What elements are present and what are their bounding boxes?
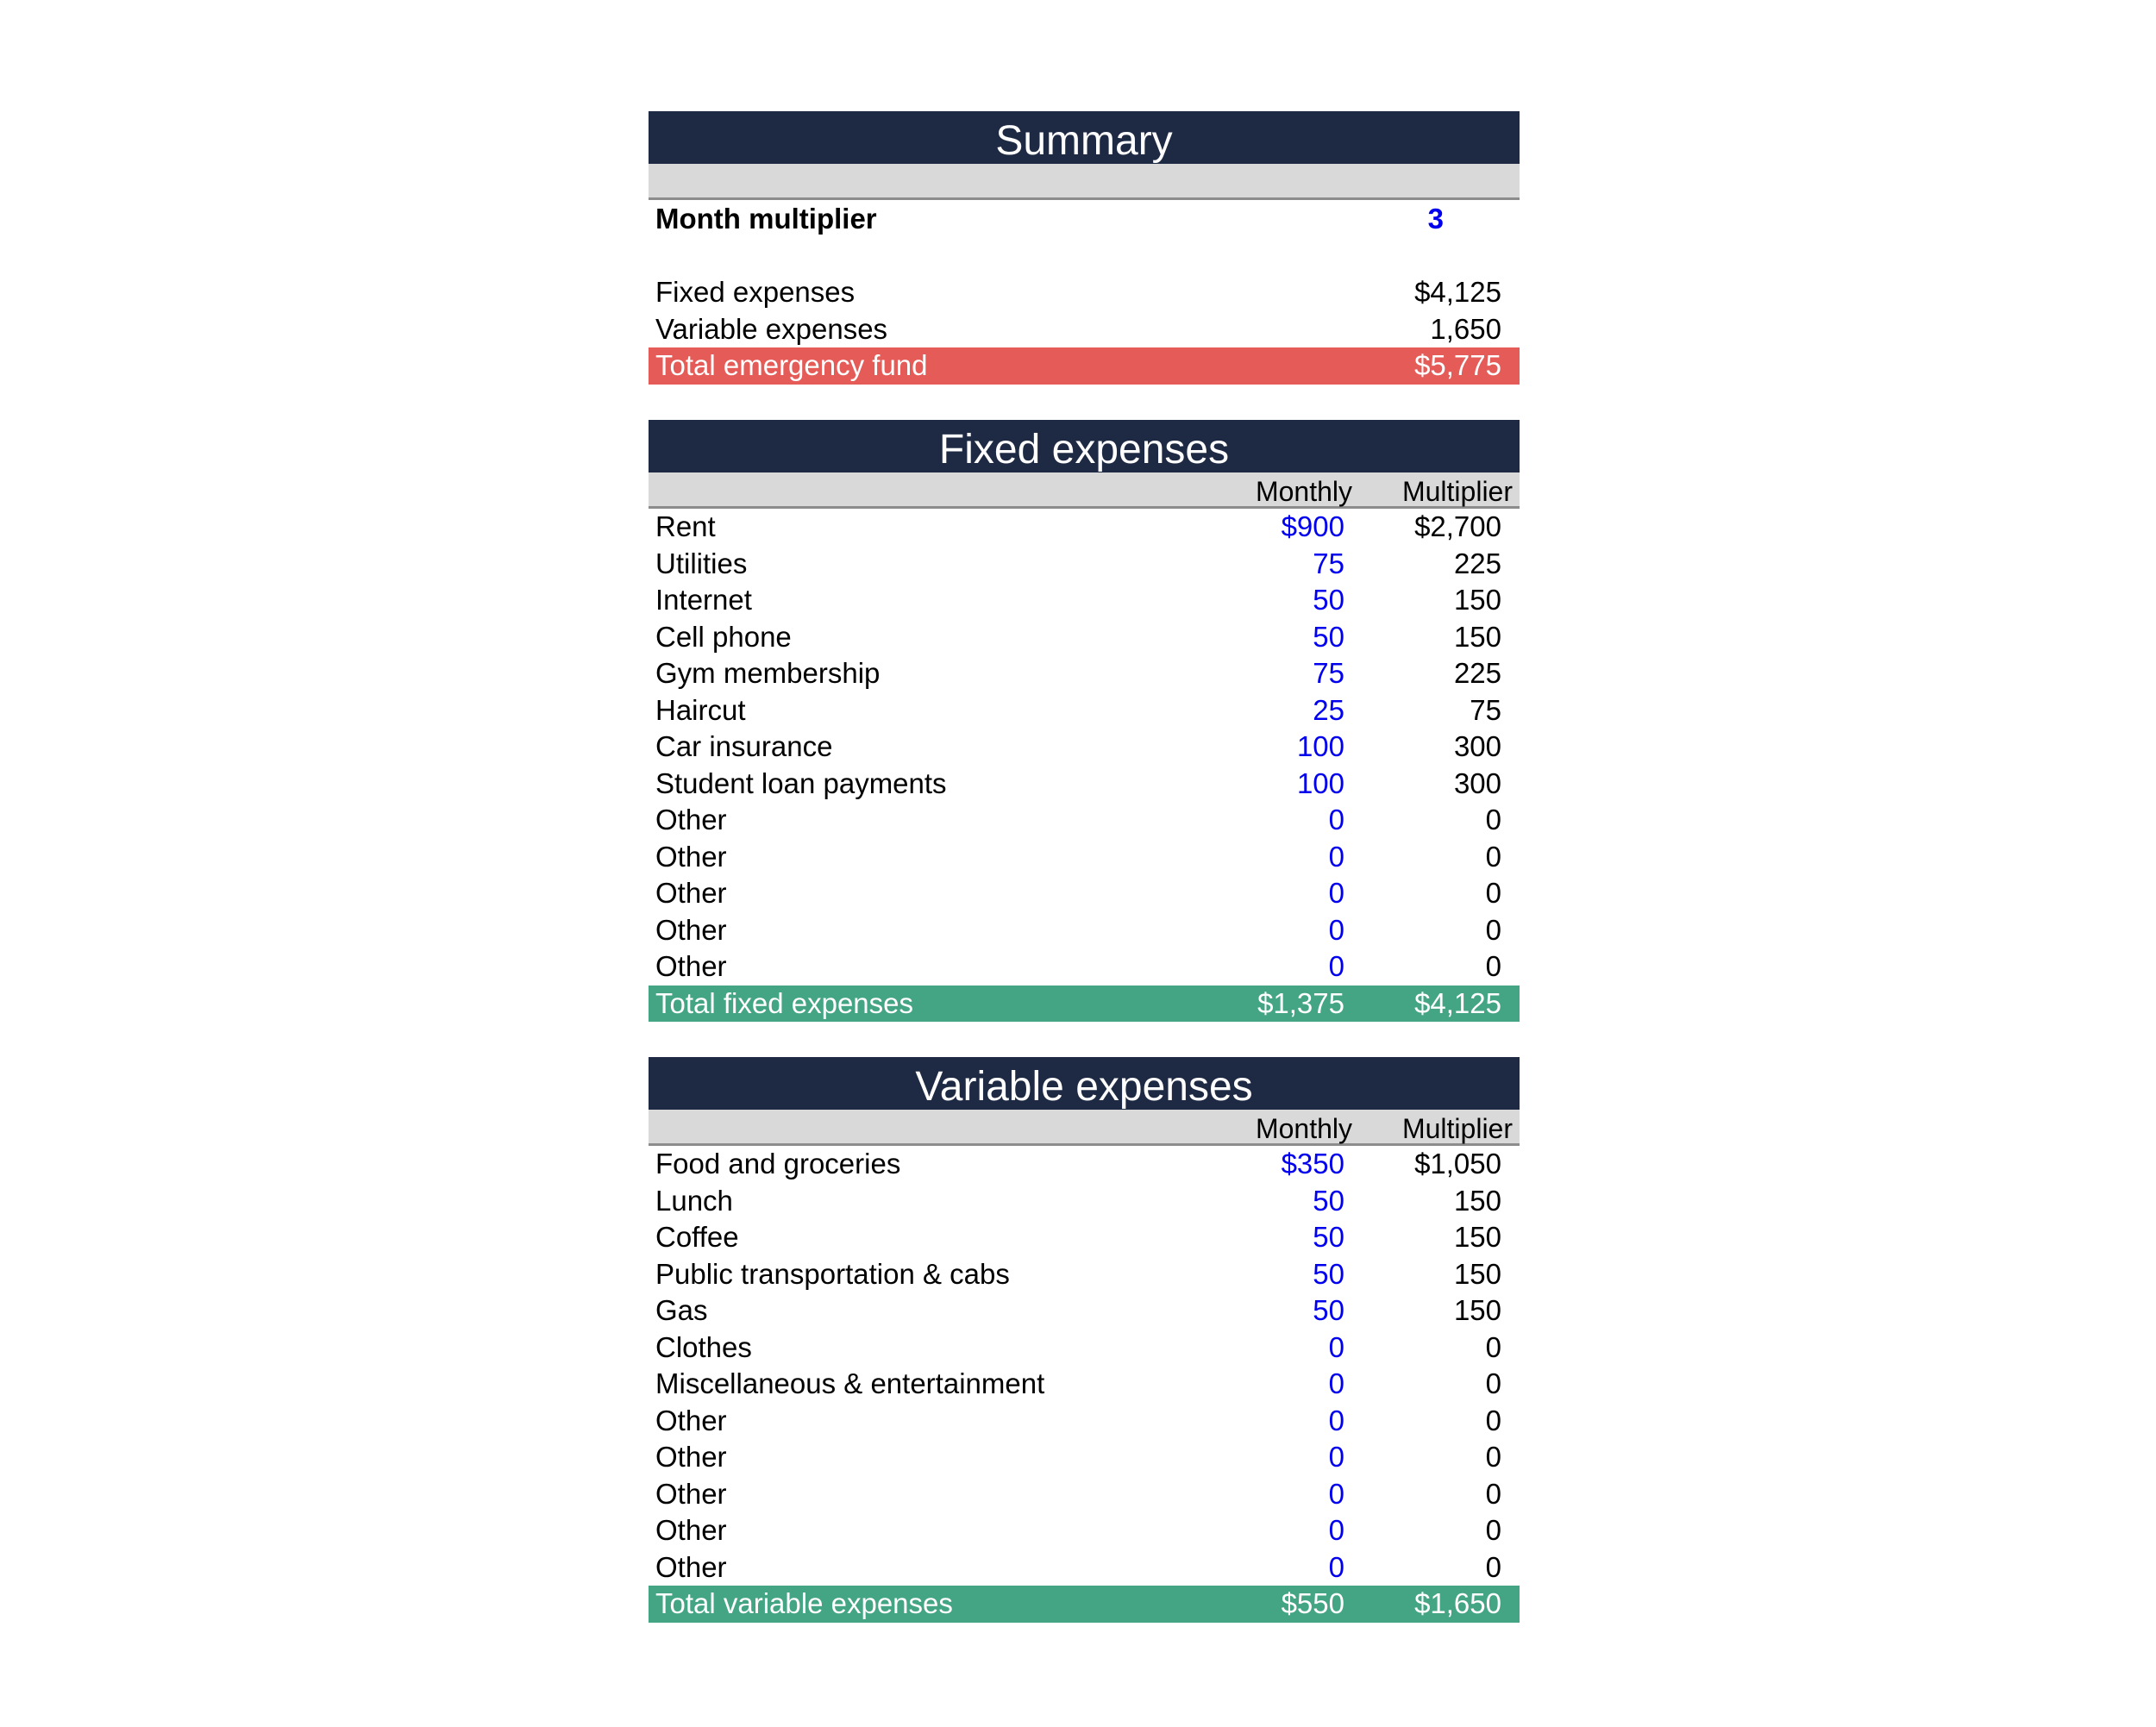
row-multiplier: 0 (1485, 950, 1501, 982)
table-row[interactable] (649, 912, 1520, 949)
row-label: Other (655, 913, 727, 946)
row-multiplier: 225 (1453, 657, 1501, 689)
row-monthly[interactable]: 50 (1313, 1294, 1344, 1326)
total-emergency-fund-row[interactable] (649, 347, 1520, 385)
total-fixed-label: Total fixed expenses (655, 986, 914, 1019)
row-multiplier: 0 (1485, 1367, 1501, 1399)
row-monthly[interactable]: 0 (1328, 804, 1344, 835)
row-monthly[interactable]: 25 (1313, 693, 1344, 726)
row-monthly[interactable]: 0 (1328, 1404, 1344, 1436)
row-multiplier: $2,700 (1414, 510, 1501, 542)
summary-spacer-row (649, 238, 1520, 275)
row-multiplier: 150 (1453, 1221, 1501, 1253)
row-multiplier: 0 (1485, 1404, 1501, 1436)
row-multiplier: 75 (1470, 693, 1501, 726)
variable-column-header (649, 1110, 1520, 1146)
row-monthly[interactable]: 0 (1328, 1367, 1344, 1399)
table-row[interactable] (649, 1219, 1520, 1256)
table-row[interactable] (649, 619, 1520, 656)
row-label: Other (655, 1404, 727, 1436)
table-row[interactable] (649, 546, 1520, 583)
fixed-column-header (649, 472, 1520, 509)
row-multiplier: 0 (1485, 804, 1501, 835)
summary-section (649, 111, 1520, 385)
table-row[interactable] (649, 802, 1520, 839)
row-multiplier: $1,050 (1414, 1148, 1501, 1179)
table-row[interactable] (649, 839, 1520, 876)
row-multiplier: 0 (1485, 1514, 1501, 1546)
row-label: Haircut (655, 693, 746, 726)
row-multiplier: 150 (1453, 1294, 1501, 1326)
variable-col-monthly: Monthly (1255, 1113, 1352, 1144)
row-label: Rent (655, 510, 716, 542)
row-multiplier: 150 (1453, 584, 1501, 616)
row-monthly[interactable]: 0 (1328, 1330, 1344, 1363)
variable-col-multiplier: Multiplier (1401, 1113, 1513, 1144)
row-monthly[interactable]: 0 (1328, 1477, 1344, 1510)
row-monthly[interactable]: 0 (1328, 950, 1344, 982)
table-row[interactable] (649, 766, 1520, 803)
row-multiplier: 0 (1485, 1330, 1501, 1363)
row-multiplier: 150 (1453, 620, 1501, 653)
summary-header-band (649, 164, 1520, 200)
row-monthly[interactable]: 0 (1328, 913, 1344, 946)
row-multiplier: 0 (1485, 877, 1501, 909)
row-label: Other (655, 1514, 727, 1546)
total-variable-expenses-row[interactable] (649, 1586, 1520, 1623)
row-label: Coffee (655, 1221, 739, 1253)
row-monthly[interactable]: 50 (1313, 1221, 1344, 1253)
summary-variable-value: 1,650 (1430, 312, 1501, 345)
row-monthly[interactable]: 0 (1328, 840, 1344, 873)
total-fixed-multiplier: $4,125 (1414, 986, 1501, 1019)
table-row[interactable] (649, 509, 1520, 546)
table-row[interactable] (649, 692, 1520, 729)
table-row[interactable] (649, 875, 1520, 912)
summary-fixed-row[interactable] (649, 274, 1520, 311)
fixed-col-monthly: Monthly (1255, 476, 1352, 507)
row-multiplier: 150 (1453, 1184, 1501, 1217)
total-variable-label: Total variable expenses (655, 1587, 953, 1619)
row-label: Other (655, 840, 727, 873)
row-monthly[interactable]: 75 (1313, 657, 1344, 689)
row-multiplier: 300 (1453, 730, 1501, 762)
row-multiplier: 0 (1485, 913, 1501, 946)
table-row[interactable] (649, 1256, 1520, 1293)
row-label: Clothes (655, 1330, 752, 1363)
total-fixed-expenses-row[interactable] (649, 986, 1520, 1023)
row-label: Other (655, 1441, 727, 1473)
fixed-expenses-section (649, 420, 1520, 1022)
row-multiplier: 300 (1453, 767, 1501, 799)
row-label: Public transportation & cabs (655, 1257, 1010, 1290)
row-label: Other (655, 804, 727, 835)
month-multiplier-value[interactable]: 3 (1427, 203, 1444, 235)
fixed-rows (649, 509, 1520, 986)
row-label: Student loan payments (655, 767, 947, 799)
table-row[interactable] (649, 582, 1520, 619)
row-label: Food and groceries (655, 1148, 901, 1179)
total-variable-multiplier: $1,650 (1414, 1587, 1501, 1619)
table-row[interactable] (649, 1366, 1520, 1403)
table-row[interactable] (649, 1330, 1520, 1367)
row-monthly[interactable]: 0 (1328, 1441, 1344, 1473)
row-monthly[interactable]: 75 (1313, 547, 1344, 579)
row-monthly[interactable]: 100 (1296, 730, 1344, 762)
row-multiplier: 150 (1453, 1257, 1501, 1290)
row-label: Other (655, 1550, 727, 1583)
row-label: Cell phone (655, 620, 792, 653)
month-multiplier-label: Month multiplier (655, 203, 877, 235)
summary-fixed-value: $4,125 (1414, 276, 1501, 308)
row-monthly[interactable]: 100 (1296, 767, 1344, 799)
row-monthly[interactable]: 50 (1313, 584, 1344, 616)
month-multiplier-row[interactable] (649, 201, 1520, 238)
row-multiplier: 0 (1485, 1477, 1501, 1510)
total-emergency-fund-value: $5,775 (1414, 349, 1501, 381)
total-fixed-monthly: $1,375 (1257, 986, 1344, 1019)
table-row[interactable] (649, 729, 1520, 766)
table-row[interactable] (649, 1292, 1520, 1330)
variable-rows (649, 1146, 1520, 1586)
row-label: Gas (655, 1294, 708, 1326)
table-row[interactable] (649, 1512, 1520, 1549)
row-label: Other (655, 877, 727, 909)
summary-fixed-label: Fixed expenses (655, 276, 856, 308)
row-monthly[interactable]: 50 (1313, 620, 1344, 653)
row-monthly[interactable]: 0 (1328, 877, 1344, 909)
row-label: Other (655, 1477, 727, 1510)
row-monthly[interactable]: 50 (1313, 1184, 1344, 1217)
row-label: Lunch (655, 1184, 733, 1217)
row-label: Internet (655, 584, 752, 616)
table-row[interactable] (649, 948, 1520, 986)
row-label: Gym membership (655, 657, 881, 689)
table-row[interactable] (649, 655, 1520, 692)
row-multiplier: 225 (1453, 547, 1501, 579)
variable-expenses-title: Variable expenses (649, 1057, 1520, 1110)
summary-variable-row[interactable] (649, 311, 1520, 348)
table-row[interactable] (649, 1549, 1520, 1586)
table-row[interactable] (649, 1476, 1520, 1513)
row-label: Utilities (655, 547, 748, 579)
variable-expenses-section (649, 1057, 1520, 1623)
row-label: Miscellaneous & entertainment (655, 1367, 1045, 1399)
row-label: Other (655, 950, 727, 982)
row-multiplier: 0 (1485, 840, 1501, 873)
row-multiplier: 0 (1485, 1550, 1501, 1583)
row-monthly[interactable]: 50 (1313, 1257, 1344, 1290)
summary-variable-label: Variable expenses (655, 312, 888, 345)
fixed-expenses-title: Fixed expenses (649, 420, 1520, 472)
row-monthly[interactable]: 0 (1328, 1514, 1344, 1546)
row-monthly[interactable]: $900 (1281, 510, 1344, 542)
row-monthly[interactable]: 0 (1328, 1550, 1344, 1583)
table-row[interactable] (649, 1146, 1520, 1183)
table-row[interactable] (649, 1183, 1520, 1220)
summary-title: Summary (649, 111, 1520, 164)
fixed-col-multiplier: Multiplier (1401, 476, 1513, 507)
total-variable-monthly: $550 (1281, 1587, 1344, 1619)
row-monthly[interactable]: $350 (1281, 1148, 1344, 1179)
table-row[interactable] (649, 1403, 1520, 1440)
table-row[interactable] (649, 1439, 1520, 1476)
row-multiplier: 0 (1485, 1441, 1501, 1473)
total-emergency-fund-label: Total emergency fund (655, 349, 928, 381)
row-label: Car insurance (655, 730, 833, 762)
